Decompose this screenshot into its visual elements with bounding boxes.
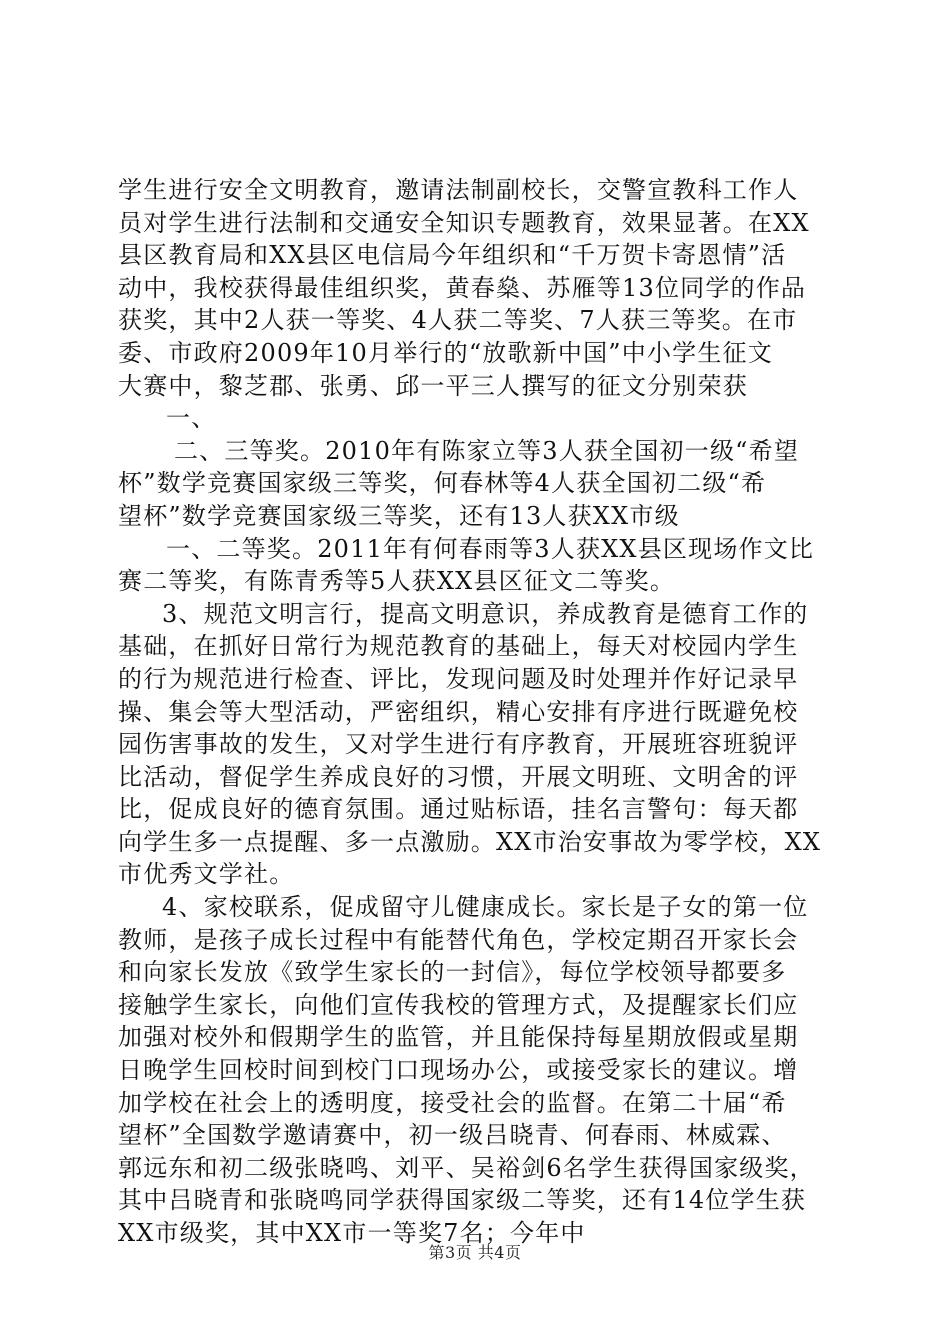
body-text	[118, 174, 838, 1250]
page-footer	[0, 1242, 950, 1264]
text-line: 园伤害事故的发生，又对学生进行有序教育，开展班容班貌评	[118, 730, 799, 759]
text-line: 比活动，督促学生养成良好的习惯，开展文明班、文明舍的评	[118, 762, 799, 791]
text-line: 学生进行安全文明教育，邀请法制副校长，交警宣教科工作人	[118, 176, 799, 204]
text-line: 县区教育局和XX县区电信局今年组织和“千万贺卡寄恩情”活	[118, 241, 787, 270]
text-line: 的行为规范进行检查、评比，发现问题及时处理并作好记录早	[118, 664, 799, 693]
text-line: 望杯”全国数学邀请赛中，初一级吕晓青、何春雨、林威霖、	[118, 1121, 787, 1150]
paragraph-start-line: 3、规范文明言行，提高文明意识，养成教育是德育工作的	[162, 599, 809, 628]
text-line: 比，促成良好的德育氛围。通过贴标语，挂名言警句：每天都	[118, 795, 799, 824]
text-line: 杯”数学竞赛国家级三等奖，何春林等4人获全国初二级“希	[118, 469, 767, 498]
text-line: 获奖，其中2人获一等奖、4人获二等奖、7人获三等奖。在市	[118, 306, 798, 335]
text-line: 大赛中，黎芝郡、张勇、邱一平三人撰写的征文分别荣获	[118, 371, 748, 400]
text-line: 操、集会等大型活动，严密组织，精心安排有序进行既避免校	[118, 697, 799, 726]
text-line: 望杯”数学竞赛国家级三等奖，还有13人获XX市级	[118, 501, 680, 530]
text-line: 一、	[166, 404, 217, 433]
text-line: XX市级奖，其中XX市一等奖7名；今年中	[118, 1219, 586, 1247]
text-line: 和向家长发放《致学生家长的一封信》，每位学校领导都要多	[118, 958, 787, 987]
text-line: 向学生多一点提醒、多一点激励。XX市治安事故为零学校，XX	[118, 827, 822, 856]
text-line: 郭远东和初二级张晓鸣、刘平、吴裕剑6名学生获得国家级奖，	[118, 1153, 815, 1182]
page-number-label: 第3页 共4页	[428, 1243, 522, 1262]
text-line: 一、二等奖。2011年有何春雨等3人获XX县区现场作文比	[166, 534, 815, 563]
text-line: 委、市政府2009年10月举行的“放歌新中国”中小学生征文	[118, 338, 773, 367]
text-line: 教师，是孩子成长过程中有能替代角色，学校定期召开家长会	[118, 925, 799, 954]
text-line: 动中，我校获得最佳组织奖，黄春燊、苏雁等13位同学的作品	[118, 273, 807, 302]
text-line: 市优秀文学社。	[118, 860, 295, 889]
text-line: 接触学生家长，向他们宣传我校的管理方式，及提醒家长们应	[118, 990, 799, 1019]
text-line: 加强对校外和假期学生的监管，并且能保持每星期放假或星期	[118, 1023, 799, 1052]
text-line: 员对学生进行法制和交通安全知识专题教育，效果显著。在XX	[118, 208, 810, 237]
text-line: 日晚学生回校时间到校门口现场办公，或接受家长的建议。增	[118, 1056, 799, 1085]
text-line: 二、三等奖。2010年有陈家立等3人获全国初一级“希望	[174, 436, 800, 465]
text-line: 基础，在抓好日常行为规范教育的基础上，每天对校园内学生	[118, 632, 799, 661]
paragraph-start-line: 4、家校联系，促成留守儿健康成长。家长是子女的第一位	[162, 893, 809, 922]
text-line: 赛二等奖，有陈青秀等5人获XX县区征文二等奖。	[118, 567, 676, 596]
text-line: 其中吕晓青和张晓鸣同学获得国家级二等奖，还有14位学生获	[118, 1186, 807, 1215]
text-line: 加学校在社会上的透明度，接受社会的监督。在第二十届“希	[118, 1088, 787, 1117]
